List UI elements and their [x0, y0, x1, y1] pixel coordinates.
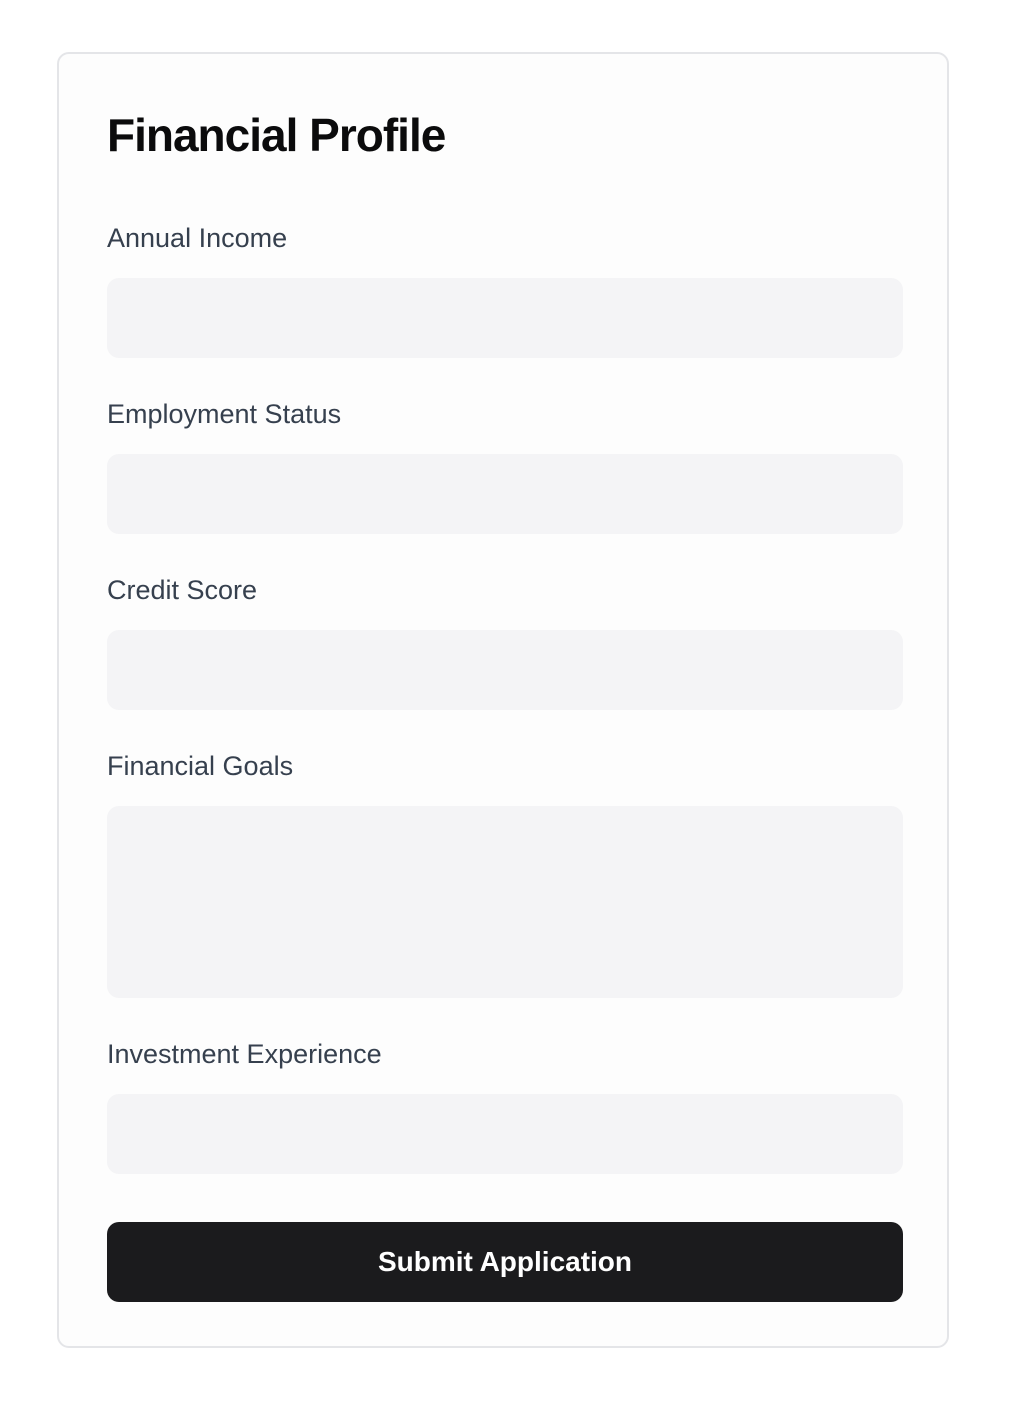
annual-income-input[interactable]: [107, 278, 903, 358]
financial-goals-textarea[interactable]: [107, 806, 903, 998]
employment-status-label: Employment Status: [107, 399, 342, 429]
submit-application-button[interactable]: Submit Application: [107, 1222, 903, 1302]
credit-score-input[interactable]: [107, 630, 903, 710]
annual-income-label: Annual Income: [107, 223, 288, 253]
investment-experience-input[interactable]: [107, 1094, 903, 1174]
financial-goals-label: Financial Goals: [107, 751, 294, 781]
employment-status-input[interactable]: [107, 454, 903, 534]
credit-score-label: Credit Score: [107, 575, 258, 605]
form-title: Financial Profile: [107, 109, 446, 161]
investment-experience-label: Investment Experience: [107, 1039, 382, 1069]
financial-profile-form: [57, 52, 949, 1348]
